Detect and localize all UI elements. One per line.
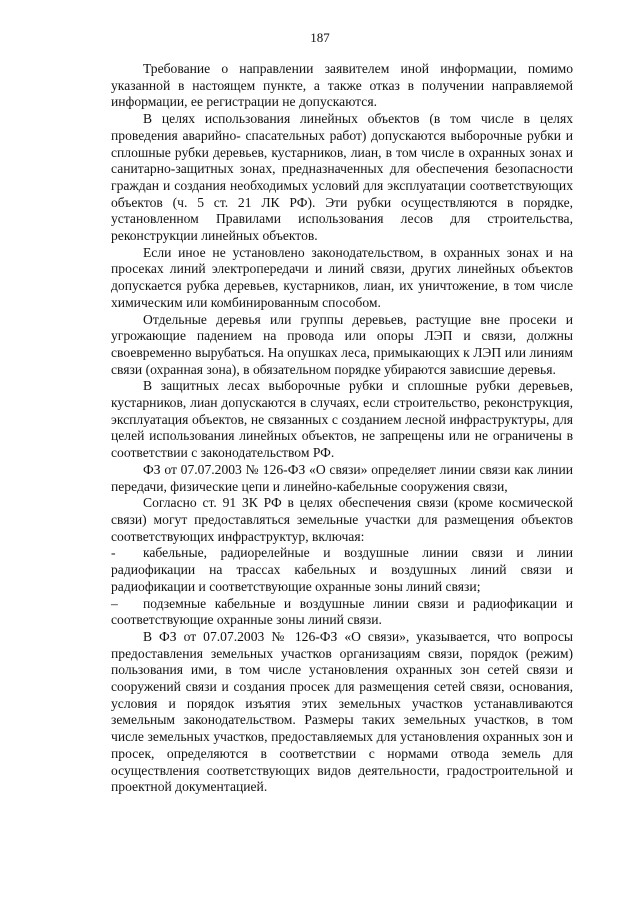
list-item-text: кабельные, радиорелейные и воздушные линии связи и линии радиофикации на трассах кабельных и воздушных линий связи и радиофикации и соответствующие охранные зоны линий связи; [111, 545, 573, 594]
list-item-marker: - [111, 545, 116, 561]
body-text [111, 61, 573, 796]
paragraph-protective-forests: В защитных лесах выборочные рубки и сплошные рубки деревьев, кустарников, лиан допускаются в случаях, если строительство, реконструкция, эксплуатация объектов, не связанных с созданием лесной инфраструктуры, для целей использования линейных объектов, не запрещены или не ограничены в соответствии с законодательством РФ. [111, 378, 573, 461]
paragraph-land-allocation: В ФЗ от 07.07.2003 № 126-ФЗ «О связи», указывается, что вопросы предоставления земельных участков организациям связи, порядок (режим) пользования ими, в том числе установления охранных зон сетей связи и сооружений связи и создания просек для размещения сетей связи, основания, условия и порядок изъятия этих земельных участков устанавливаются земельным законодательством. Размеры таких земельных участков, в том числе земельных участков, предоставляемых для установления охранных зон и просек, определяются в соответствии с нормами отвода земель для осуществления соответствующих видов деятельности, градостроительной и проектной документацией. [111, 628, 573, 795]
paragraph-request-info: Требование о направлении заявителем иной информации, помимо указанной в настоящем пункте, а также отказ в получении направляемой информации, ее регистрации не допускаются. [111, 61, 573, 110]
paragraph-security-zones: Если иное не установлено законодательством, в охранных зонах и на просеках линий электропередачи и линий связи, других линейных объектов допускается рубка деревьев, кустарников, лиан, их уничтожение, в том числе химическим или комбинированным способом. [111, 244, 573, 310]
paragraph-communications-law: ФЗ от 07.07.2003 № 126-ФЗ «О связи» определяет линии связи как линии передачи, физические цепи и линейно-кабельные сооружения связи, [111, 461, 573, 494]
paragraph-linear-objects-felling: В целях использования линейных объектов (в том числе в целях проведения аварийно- спасательных работ) допускаются выборочные рубки и сплошные рубки деревьев, кустарников, лиан, в том числе в охранных зонах и санитарно-защитных зонах, предназначенных для обеспечения безопасности граждан и создания необходимых условий для эксплуатации соответствующих объектов (ч. 5 ст. 21 ЛК РФ). Эти рубки осуществляются в порядке, установленном Правилами использования лесов для строительства, реконструкции линейных объектов. [111, 111, 573, 244]
paragraph-land-code-article: Согласно ст. 91 ЗК РФ в целях обеспечения связи (кроме космической связи) могут предоставляться земельные участки для размещения объектов соответствующих инфраструктур, включая: [111, 495, 573, 544]
list-item [111, 596, 573, 629]
page-number: 187 [310, 30, 330, 45]
list-item-text: подземные кабельные и воздушные линии связи и радиофикации и соответствующие охранные зоны линий связи. [111, 595, 573, 628]
list-item-marker: – [111, 595, 118, 611]
list-item [111, 545, 573, 595]
paragraph-individual-trees: Отдельные деревья или группы деревьев, растущие вне просеки и угрожающие падением на провода или опоры ЛЭП и связи, должны своевременно вырубаться. На опушках леса, примыкающих к ЛЭП или линиям связи (охранная зона), в обязательном порядке убираются зависшие деревья. [111, 311, 573, 377]
